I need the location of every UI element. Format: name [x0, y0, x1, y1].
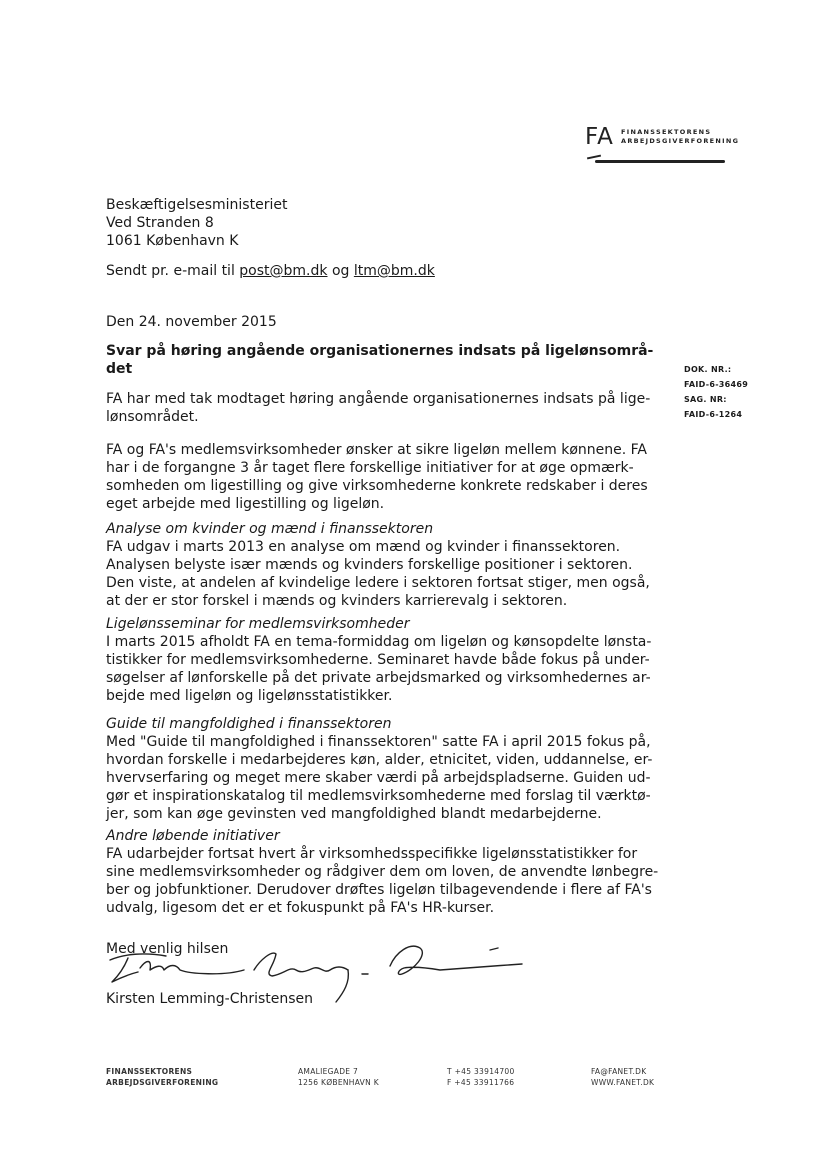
sag-label: SAG. NR:	[684, 395, 727, 404]
footer-phone	[447, 1066, 515, 1088]
fa-logo	[585, 124, 760, 174]
paragraph-line: hvervserfaring og meget mere skaber værdi på arbejdspladserne. Guiden ud-	[106, 770, 651, 786]
paragraph-line: Analysen belyste især mænds og kvinders forskellige positioner i sektoren.	[106, 557, 633, 573]
paragraph-line: søgelser af lønforskelle på det private arbejdsmarked og virksomhedernes ar-	[106, 670, 651, 686]
sent-prefix: Sendt pr. e-mail til	[106, 263, 235, 279]
paragraph-line: Med "Guide til mangfoldighed i finanssektoren" satte FA i april 2015 fokus på,	[106, 734, 651, 750]
logo-line-1: FINANSSEKTORENS	[621, 128, 712, 136]
paragraph-line: Den viste, at andelen af kvindelige ledere i sektoren fortsat stiger, men også,	[106, 575, 650, 591]
sag-value: FAID-6-1264	[684, 410, 743, 419]
subject-line-2: det	[106, 361, 133, 377]
paragraph-intro	[106, 390, 650, 426]
paragraph-line: hvordan forskelle i medarbejderes køn, alder, etnicitet, viden, uddannelse, er-	[106, 752, 653, 768]
footer-tel: T +45 33914700	[447, 1067, 515, 1076]
footer-address	[298, 1066, 379, 1088]
paragraph-line: udvalg, ligesom det er et fokuspunkt på FA's HR-kurser.	[106, 900, 495, 916]
footer-city: 1256 KØBENHAVN K	[298, 1078, 379, 1087]
footer-street: AMALIEGADE 7	[298, 1067, 359, 1076]
paragraph-line: gør et inspirationskatalog til medlemsvirksomhederne med forslag til værktø-	[106, 788, 651, 804]
paragraph-line: bejde med ligeløn og ligelønsstatistikker.	[106, 688, 393, 704]
section-heading: Ligelønsseminar for medlemsvirksomheder	[106, 616, 410, 632]
section-heading: Analyse om kvinder og mænd i finanssektoren	[106, 521, 434, 537]
recipient-address	[106, 196, 287, 250]
paragraph-line: FA udarbejder fortsat hvert år virksomhedsspecifikke ligelønsstatistikker for	[106, 846, 638, 862]
paragraph-line: tistikker for medlemsvirksomhederne. Seminaret havde både fokus på under-	[106, 652, 650, 668]
footer-organisation	[106, 1066, 218, 1088]
section-heading: Guide til mangfoldighed i finanssektoren	[106, 716, 392, 732]
paragraph-line: har i de forgangne 3 år taget flere forskellige initiativer for at øge opmærk-	[106, 460, 634, 476]
sent-conjunction: og	[331, 263, 350, 279]
closing-greeting: Med venlig hilsen	[106, 941, 229, 957]
recipient-city: 1061 København K	[106, 233, 239, 249]
footer-website[interactable]: WWW.FANET.DK	[591, 1078, 655, 1087]
dok-label: DOK. NR.:	[684, 365, 732, 374]
footer-org-line-1: FINANSSEKTORENS	[106, 1067, 193, 1076]
footer-contact	[591, 1066, 654, 1088]
subject-line-1: Svar på høring angående organisationernes indsats på ligelønsområ-	[106, 343, 654, 359]
logo-swoosh-bar	[595, 160, 725, 163]
dok-value: FAID-6-36469	[684, 380, 749, 389]
letter-date: Den 24. november 2015	[106, 314, 277, 330]
footer-org-line-2: ARBEJDSGIVERFORENING	[106, 1078, 219, 1087]
footer-fax: F +45 33911766	[447, 1078, 515, 1087]
letter-subject	[106, 342, 654, 378]
paragraph-line: FA har med tak modtaget høring angående organisationernes indsats på lige-	[106, 391, 651, 407]
section-analysis	[106, 520, 650, 610]
footer-email[interactable]: FA@FANET.DK	[591, 1067, 647, 1076]
paragraph-line: FA udgav i marts 2013 en analyse om mænd og kvinder i finanssektoren.	[106, 539, 621, 555]
section-guide	[106, 715, 652, 823]
email-link-ltm[interactable]: ltm@bm.dk	[353, 263, 435, 279]
paragraph-line: jer, som kan øge gevinsten ved mangfoldighed blandt medarbejderne.	[106, 806, 602, 822]
reference-numbers	[684, 362, 748, 422]
recipient-name: Beskæftigelsesministeriet	[106, 197, 288, 213]
paragraph-line: at der er stor forskel i mænds og kvinders karrierevalg i sektoren.	[106, 593, 568, 609]
paragraph-line: FA og FA's medlemsvirksomheder ønsker at sikre ligeløn mellem kønnene. FA	[106, 442, 647, 458]
signer-name: Kirsten Lemming-Christensen	[106, 991, 314, 1007]
sent-line	[106, 262, 435, 280]
paragraph-line: ber og jobfunktioner. Derudover drøftes ligeløn tilbagevendende i flere af FA's	[106, 882, 652, 898]
logo-mark: FA	[585, 124, 614, 150]
paragraph-background	[106, 441, 648, 513]
email-link-post[interactable]: post@bm.dk	[239, 263, 328, 279]
paragraph-line: eget arbejde med ligestilling og ligeløn.	[106, 496, 385, 512]
paragraph-line: sine medlemsvirksomheder og rådgiver dem om loven, de anvendte lønbegre-	[106, 864, 659, 880]
section-other-initiatives	[106, 827, 658, 917]
section-heading: Andre løbende initiativer	[106, 828, 280, 844]
logo-swoosh-tick	[587, 155, 601, 160]
section-seminar	[106, 615, 651, 705]
logo-line-2: ARBEJDSGIVERFORENING	[621, 137, 740, 145]
paragraph-line: somheden om ligestilling og give virksomhederne konkrete redskaber i deres	[106, 478, 648, 494]
paragraph-line: lønsområdet.	[106, 409, 199, 425]
recipient-street: Ved Stranden 8	[106, 215, 214, 231]
paragraph-line: I marts 2015 afholdt FA en tema-formiddag om ligeløn og kønsopdelte lønsta-	[106, 634, 652, 650]
